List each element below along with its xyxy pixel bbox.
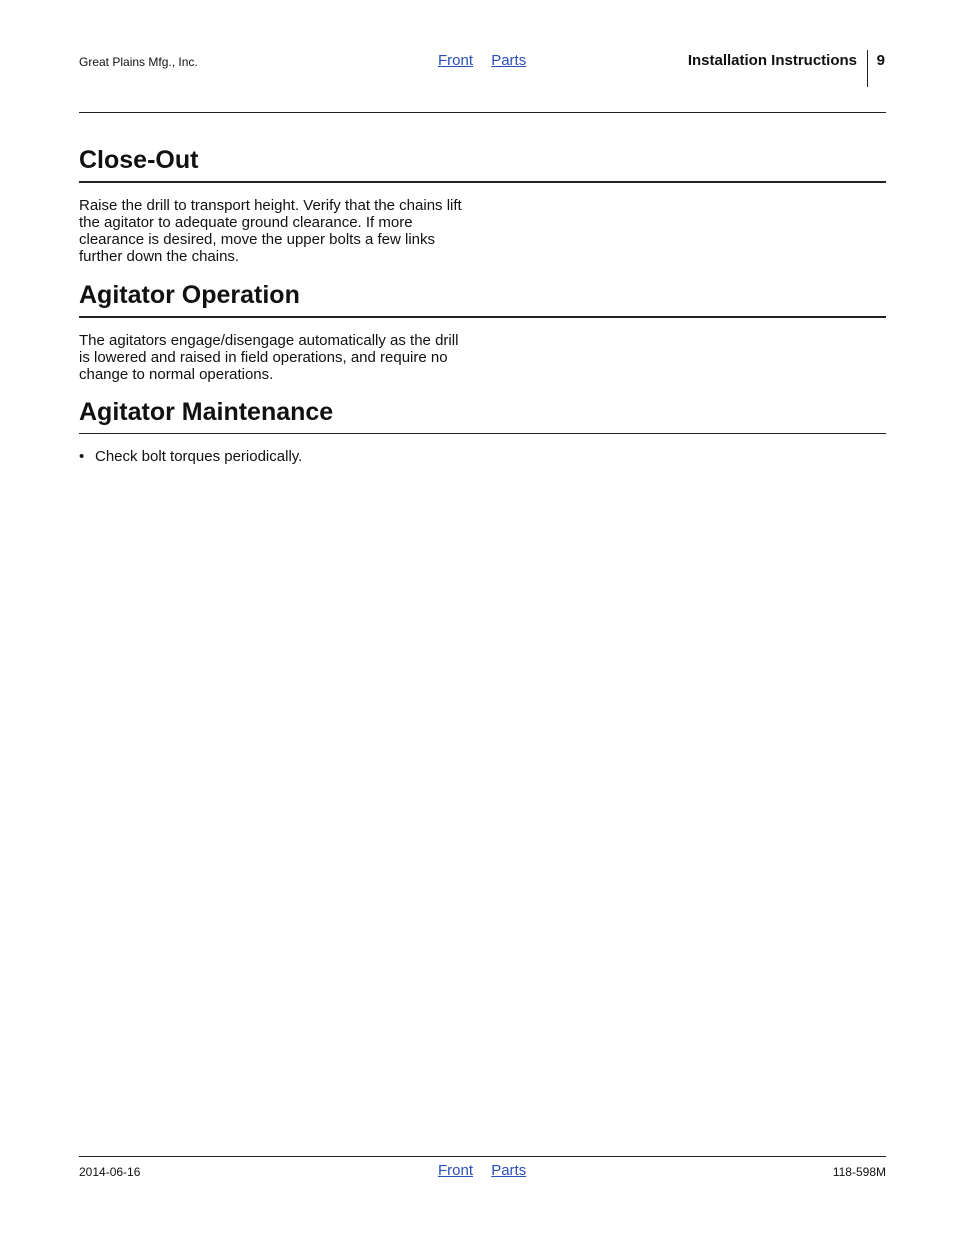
list-item-text: Check bolt torques periodically.: [95, 448, 303, 465]
document-title: Installation Instructions: [687, 52, 857, 69]
section-close-out: [79, 145, 886, 265]
footer-date: 2014-06-16: [79, 1165, 141, 1179]
section-agitator-operation: [79, 280, 886, 383]
header-divider: [79, 112, 886, 113]
section-agitator-maintenance: [79, 397, 886, 465]
front-link[interactable]: Front: [438, 52, 474, 69]
bullet-list: [79, 448, 886, 465]
company-name: Great Plains Mfg., Inc.: [79, 55, 198, 69]
document-number: 118-598M: [832, 1165, 886, 1179]
page-number-divider: [867, 50, 868, 87]
parts-link[interactable]: Parts: [491, 1162, 527, 1179]
page-header: [79, 50, 886, 90]
section-heading: Close-Out: [79, 145, 886, 183]
bullet-icon: •: [79, 448, 85, 465]
section-heading: Agitator Operation: [79, 280, 886, 318]
page-number: 9: [876, 52, 885, 69]
footer-nav: [438, 1162, 540, 1179]
list-item: [79, 448, 886, 465]
header-nav: [438, 52, 540, 69]
section-paragraph: The agitators engage/disengage automatically as the drill is lowered and raised in field operations, and require no change to normal operations.: [79, 332, 459, 383]
section-heading: Agitator Maintenance: [79, 397, 886, 434]
front-link[interactable]: Front: [438, 1162, 474, 1179]
section-paragraph: Raise the drill to transport height. Verify that the chains lift the agitator to adequate ground clearance. If more clearance is desired, move the upper bolts a few links further down the chains.: [79, 197, 462, 265]
page-footer: [79, 1160, 886, 1184]
footer-divider: [79, 1156, 886, 1157]
parts-link[interactable]: Parts: [491, 52, 527, 69]
